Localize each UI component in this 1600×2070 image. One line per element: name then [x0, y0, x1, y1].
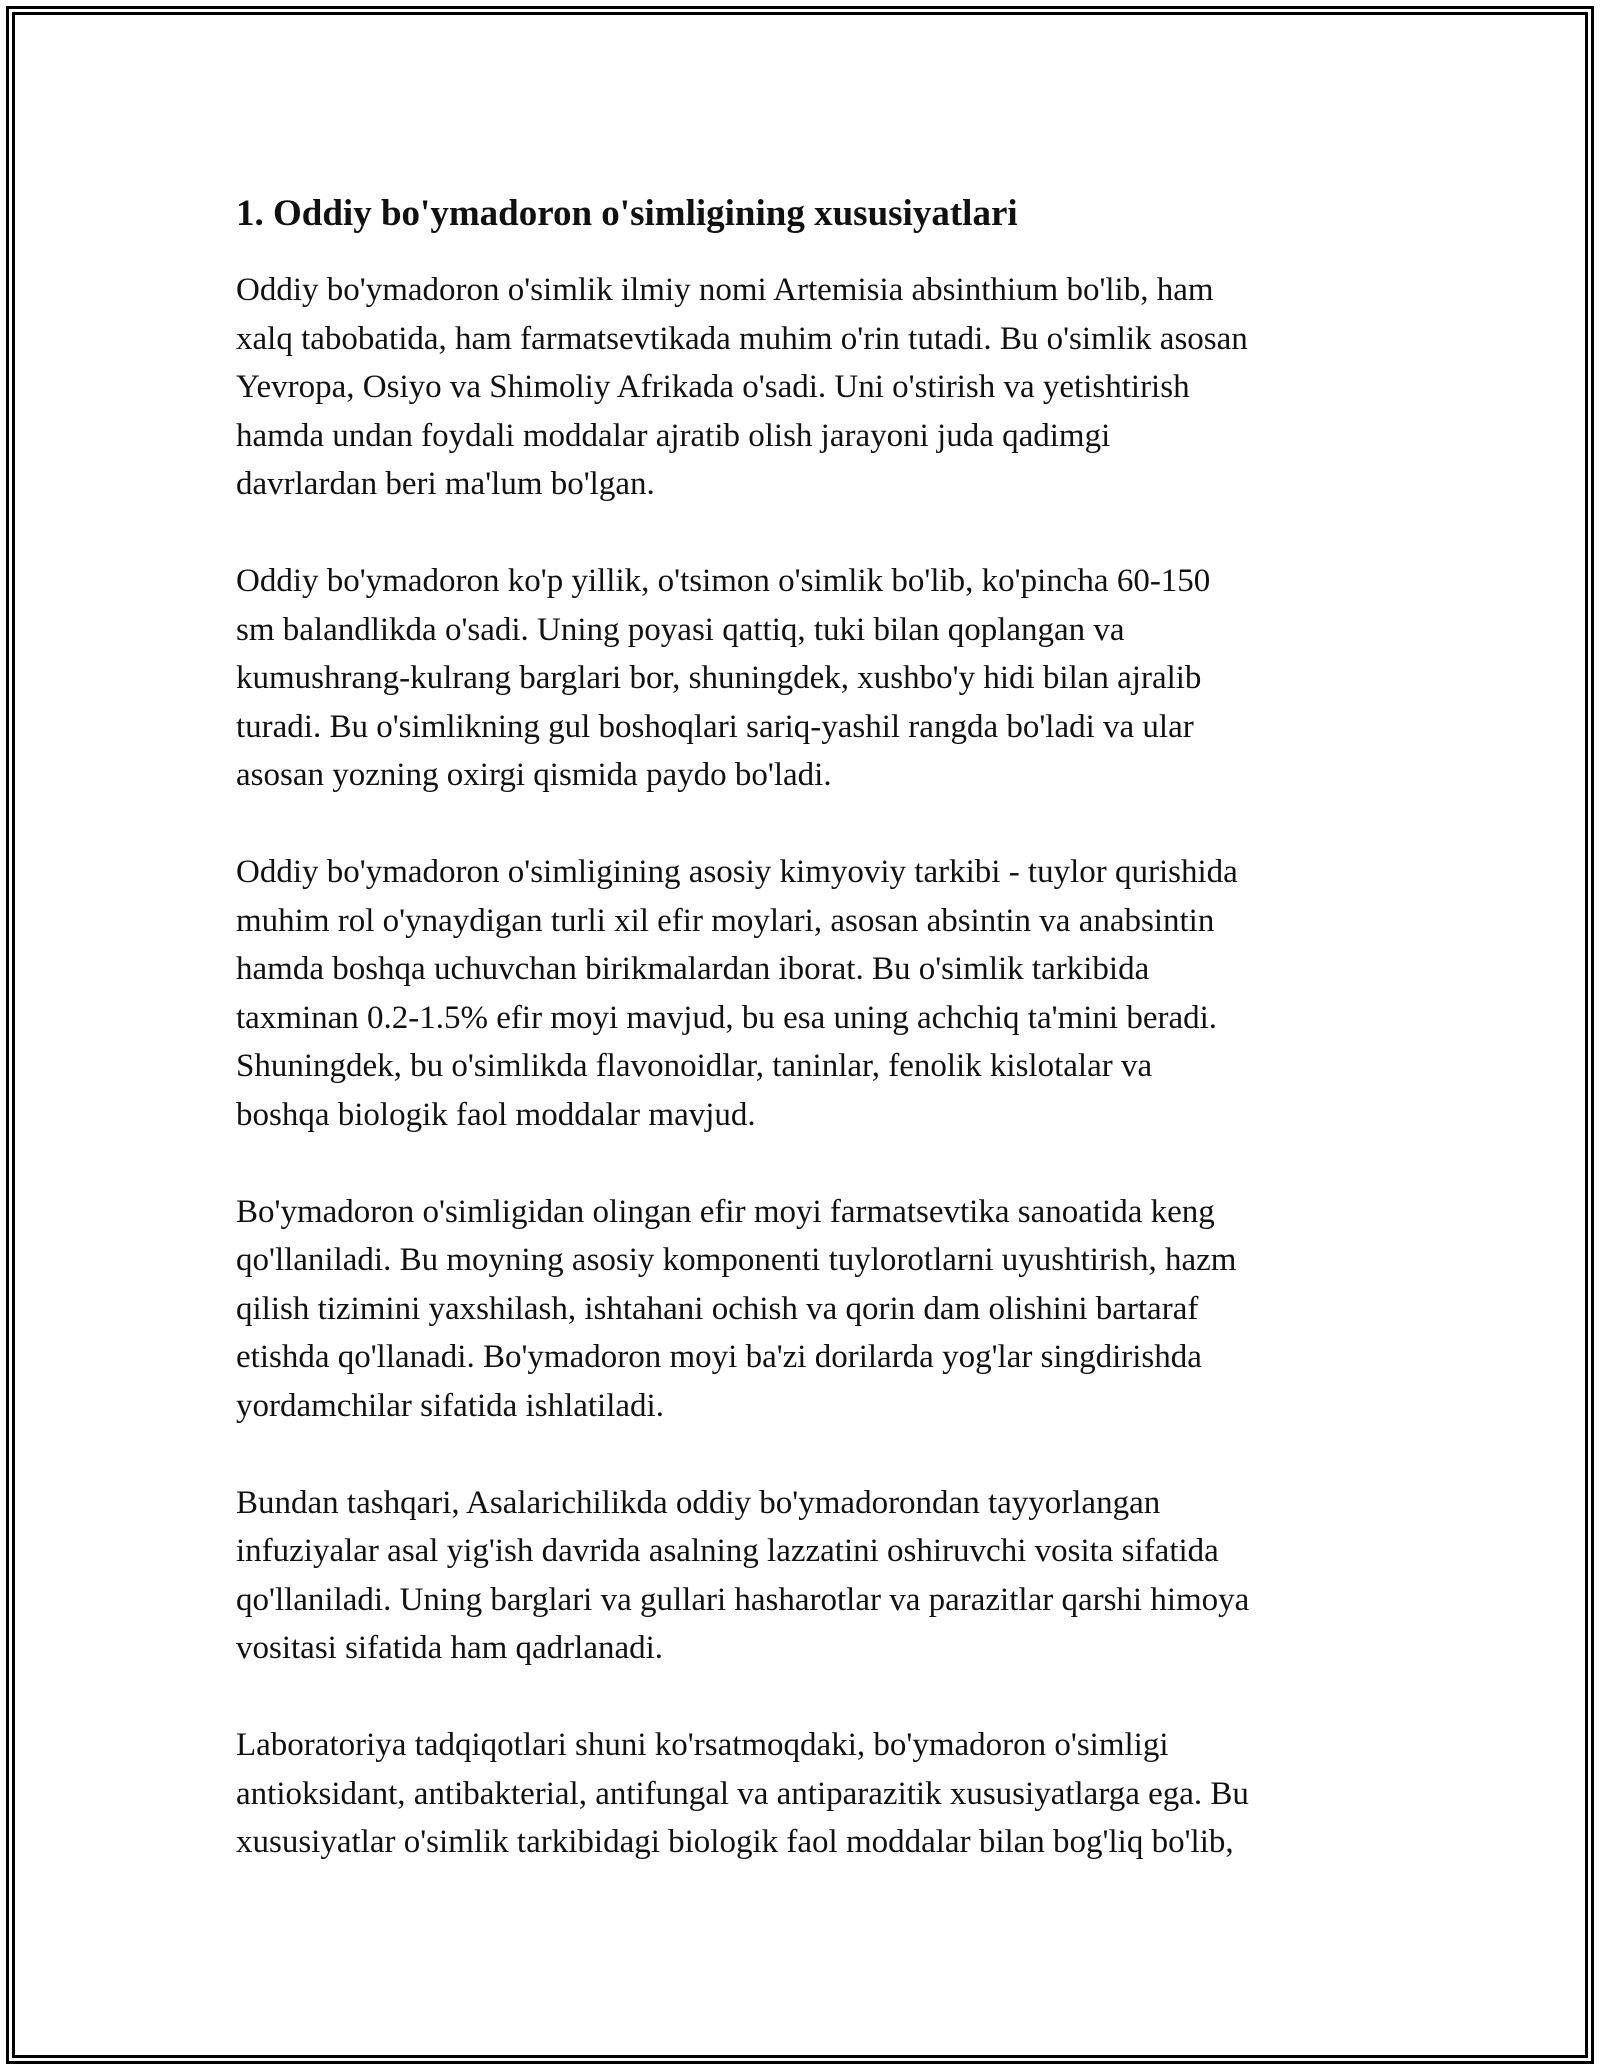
paragraph-line: xalq tabobatida, ham farmatsevtikada muhim o'rin tutadi. Bu o'simlik asosan: [236, 320, 1248, 357]
paragraph-line: Bo'ymadoron o'simligidan olingan efir moyi farmatsevtika sanoatida keng: [236, 1193, 1215, 1230]
paragraph-line: infuziyalar asal yig'ish davrida asalning lazzatini oshiruvchi vosita sifatida: [236, 1533, 1219, 1569]
section-heading: 1. Oddiy bo'ymadoron o'simligining xususiyatlari: [236, 193, 1018, 234]
paragraph-line: hamda boshqa uchuvchan birikmalardan iborat. Bu o'simlik tarkibida: [236, 951, 1150, 987]
paragraph-line: qilish tizimini yaxshilash, ishtahani ochish va qorin dam olishini bartaraf: [236, 1290, 1199, 1327]
paragraph-1: [236, 266, 1366, 509]
paragraph-line: Bundan tashqari, Asalarichilikda oddiy bo'ymadorondan tayyorlangan: [236, 1484, 1161, 1521]
paragraph-line: boshqa biologik faol moddalar mavjud.: [236, 1096, 756, 1133]
paragraph-line: asosan yozning oxirgi qismida paydo bo'ladi.: [236, 757, 832, 793]
paragraph-line: yordamchilar sifatida ishlatiladi.: [236, 1387, 664, 1424]
paragraph-line: qo'llaniladi. Uning barglari va gullari hasharotlar va parazitlar qarshi himoya: [236, 1581, 1250, 1618]
paragraph-line: Oddiy bo'ymadoron ko'p yillik, o'tsimon o'simlik bo'lib, ko'pincha 60-150: [236, 563, 1211, 599]
paragraph-line: Yevropa, Osiyo va Shimoliy Afrikada o'sadi. Uni o'stirish va yetishtirish: [236, 369, 1190, 405]
document-body: [236, 186, 1366, 1915]
paragraph-line: davrlardan beri ma'lum bo'lgan.: [236, 466, 655, 502]
paragraph-list: [236, 266, 1366, 1867]
paragraph-line: muhim rol o'ynaydigan turli xil efir moylari, asosan absintin va anabsintin: [236, 902, 1215, 939]
paragraph-line: Shuningdek, bu o'simlikda flavonoidlar, taninlar, fenolik kislotalar va: [236, 1048, 1153, 1084]
paragraph-line: turadi. Bu o'simlikning gul boshoqlari sariq-yashil rangda bo'ladi va ular: [236, 708, 1194, 745]
paragraph-line: sm balandlikda o'sadi. Uning poyasi qattiq, tuki bilan qoplangan va: [236, 611, 1125, 648]
paragraph-3: [236, 848, 1366, 1139]
paragraph-2: [236, 557, 1366, 800]
paragraph-6: [236, 1721, 1366, 1867]
paragraph-line: taxminan 0.2-1.5% efir moyi mavjud, bu esa uning achchiq ta'mini beradi.: [236, 999, 1218, 1036]
paragraph-line: antioksidant, antibakterial, antifungal va antiparazitik xususiyatlarga ega. Bu: [236, 1775, 1249, 1812]
paragraph-line: qo'llaniladi. Bu moyning asosiy komponenti tuylorotlarni uyushtirish, hazm: [236, 1242, 1237, 1278]
paragraph-line: kumushrang-kulrang barglari bor, shuningdek, xushbo'y hidi bilan ajralib: [236, 660, 1202, 696]
paragraph-line: etishda qo'llanadi. Bo'ymadoron moyi ba'zi dorilarda yog'lar singdirishda: [236, 1339, 1202, 1375]
paragraph-line: vositasi sifatida ham qadrlanadi.: [236, 1630, 664, 1666]
paragraph-line: Oddiy bo'ymadoron o'simlik ilmiy nomi Artemisia absinthium bo'lib, ham: [236, 272, 1214, 308]
paragraph-line: Laboratoriya tadqiqotlari shuni ko'rsatmoqdaki, bo'ymadoron o'simligi: [236, 1727, 1169, 1763]
paragraph-line: hamda undan foydali moddalar ajratib olish jarayoni juda qadimgi: [236, 417, 1111, 454]
paragraph-line: Oddiy bo'ymadoron o'simligining asosiy kimyoviy tarkibi - tuylor qurishida: [236, 854, 1238, 890]
paragraph-line: xususiyatlar o'simlik tarkibidagi biologik faol moddalar bilan bog'liq bo'lib,: [236, 1824, 1234, 1860]
paragraph-4: [236, 1188, 1366, 1431]
paragraph-5: [236, 1479, 1366, 1673]
